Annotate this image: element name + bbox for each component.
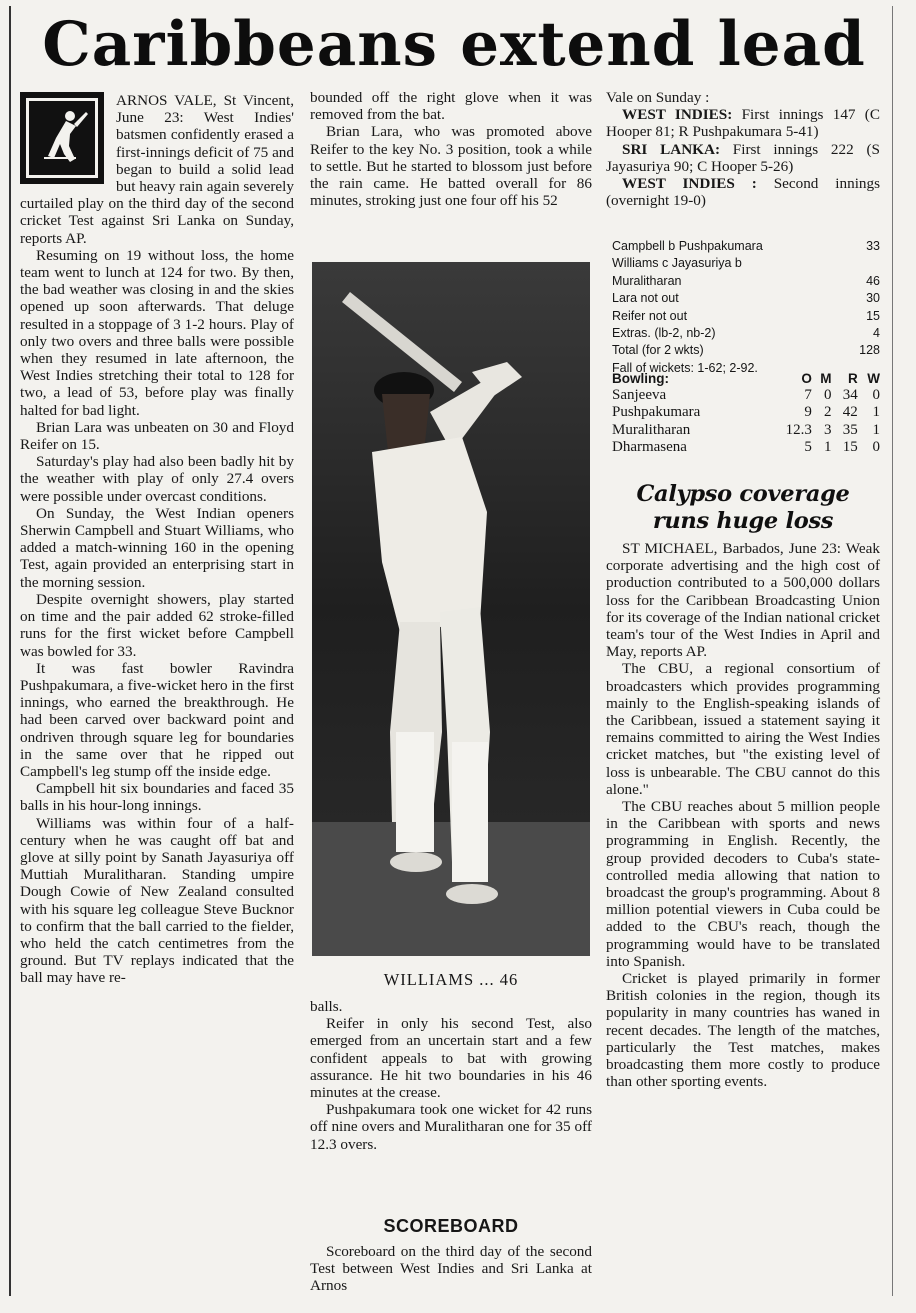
left-column-rule [9,6,11,1296]
wi-first-innings-text: First innings 147 (C Hooper 81; R Pushpakumara 5-41) [606,106,880,141]
bowling-row: Sanjeeva 7 0 34 0 [612,387,880,404]
batting-row: Total (for 2 wkts) 128 [612,343,880,358]
headline: Caribbeans extend lead [42,9,866,80]
wi-second-innings-text: Second innings (overnight 19-0) [606,175,881,210]
batsman-photo [312,262,590,956]
article-paragraph: It was fast bowler Ravindra Pushpakumara, a five-wicket hero in the first innings, who earned the breakthrough. He had been carved over backward point and ondriven through square leg for boundaries in the same over that he ripped out Campbell's leg stump off the inside edge. [20,659,294,780]
batting-row: Muralitharan 46 [612,273,880,288]
article-paragraph: The CBU, a regional consortium of broadcasters which provides programming mainly to the English-speaking islands of the Caribbean, issued a statement saying it remains committed to airing the West Indies cricket matches, but "the existing level of loss is unbearable. The CBU cannot do this alone." [606,660,880,798]
batsman-photo-icon [312,262,590,956]
wi-second-innings-label: WEST INDIES : [622,175,757,193]
article-paragraph: ARNOS VALE, St Vincent, June 23: West Indies' batsmen confidently erased a first-innings deficit of 75 and began to build a solid lead but heavy rain again severely curtailed play on the third day of the second cricket Test against Sri Lanka on Sunday, reports AP. [20,92,294,247]
scoreboard-heading: SCOREBOARD [383,1216,519,1236]
second-headline-line-2: runs huge loss [652,508,834,534]
article-paragraph: ST MICHAEL, Barbados, June 23: Weak corporate advertising and the high cost of production contributed to a 500,000 dollars loss for the Caribbean Broadcasting Union for its coverage of the Indian national cricket team's tour of the West Indies in April and May, reports AP. [606,540,880,661]
article-paragraph: The CBU reaches about 5 million people in the Caribbean with sports and news programming in English. Recently, the group provided decoders to Cuba's state-controlled media allowing that nation to broadcast the group's programming. About 8 million potential viewers in Cuba could be added to the CBU's reach, though the programming would have to be translated into Spanish. [606,798,880,970]
article-paragraph: Campbell hit six boundaries and faced 35 balls in his hour-long innings. [20,780,294,815]
fall-of-wickets: Fall of wickets: 1-62; 2-92. [612,360,758,375]
article-paragraph: Pushpakumara took one wicket for 42 runs off nine overs and Muralitharan one for 35 off 12.3 overs. [310,1101,592,1153]
article-paragraph: Vale on Sunday : [606,89,710,106]
sl-first-innings-label: SRI LANKA: [622,140,721,158]
sl-first-innings-text: First innings 222 (S Jayasuriya 90; C Hooper 5-26) [606,140,880,175]
article-column-2-top [310,89,592,209]
wi-first-innings-label: WEST INDIES: [622,106,733,124]
bowling-header-row: Bowling: O M R W [612,371,880,386]
batting-row: Extras. (lb-2, nb-2) 4 [612,326,880,341]
article-paragraph: balls. [310,998,343,1015]
article-paragraph: Despite overnight showers, play started on time and the pair added 62 stroke-filled runs for the first wicket before Campbell was bowled for 33. [20,590,294,660]
article-paragraph: Resuming on 19 without loss, the home team went to lunch at 124 for two. By then, the bad weather was closing in and the skies opened up soon afterwards. That deluge resulted in a stoppage of 3 1-2 hours. Play of only two overs and three balls were possible when they resumed in late afternoon, the West Indies stretching their total to 128 for two, a lead of 53, before play was finally halted for bad light. [20,246,294,419]
second-headline [606,481,880,535]
bowling-row: Muralitharan 12.3 3 35 1 [612,421,880,438]
cricket-batsman-logo [20,92,104,184]
article-paragraph: Reifer in only his second Test, also emerged from an uncertain start and a few confident appeals to bat with growing assurance. He hit two boundaries in his 46 minutes at the crease. [310,1015,592,1102]
batting-card [612,238,880,377]
right-column-rule [892,6,893,1296]
bowling-row: Dharmasena 5 1 15 0 [612,438,880,455]
article-paragraph: Brian Lara was unbeaten on 30 and Floyd Reifer on 15. [20,418,294,454]
batting-row: Lara not out 30 [612,291,880,306]
second-article-body [606,540,880,1091]
article-paragraph: Brian Lara, who was promoted above Reifer to the key No. 3 position, took a while to settle. But he started to blossom just before the rain came. He batted overall for 86 minutes, stroking just one four off his 52 [310,123,592,210]
batting-row: Campbell b Pushpakumara 33 [612,239,880,253]
second-headline-line-1: Calypso coverage [636,481,850,507]
article-column-1 [20,92,294,1292]
article-paragraph: bounded off the right glove when it was removed from the bat. [310,89,592,124]
bowling-row: Pushpakumara 9 2 42 1 [612,404,880,421]
scoreboard-intro [310,1243,592,1295]
article-paragraph: On Sunday, the West Indian openers Sherwin Campbell and Stuart Williams, who added a match-winning 160 in the opening Test, again provided an enterprising start in the morning session. [20,504,294,591]
cricket-batsman-icon [26,98,98,178]
article-paragraph: Cricket is played primarily in former British colonies in the region, though its popularity in many countries has waned in recent decades. The length of the matches, particularly the Test matches, makes broadcasting them more costly to produce than other sporting events. [606,970,880,1091]
bowling-table [612,370,880,456]
scoreboard-column [606,89,880,209]
batting-row: Williams c Jayasuriya b [612,256,742,271]
batting-row: Reifer not out 15 [612,308,880,323]
article-paragraph: Saturday's play had also been badly hit by the weather with play of only 27.4 overs were possible under overcast conditions. [20,453,294,505]
article-paragraph: Scoreboard on the third day of the second Test between West Indies and Sri Lanka at Arnos [310,1243,592,1295]
article-column-2-bottom [310,998,592,1153]
article-paragraph: Williams was within four of a half-century when he was caught off bat and glove at silly point by Sanath Jayasuriya off Muttiah Muralitharan. Standing umpire Dough Cowie of New Zealand consulted with his square leg colleague Steve Bucknor to confirm that the ball carried to the fielder, who held the catch centimetres from the ground. But TV replays indicated that the ball may have re- [20,814,294,987]
photo-caption: WILLIAMS ... 46 [383,970,519,989]
